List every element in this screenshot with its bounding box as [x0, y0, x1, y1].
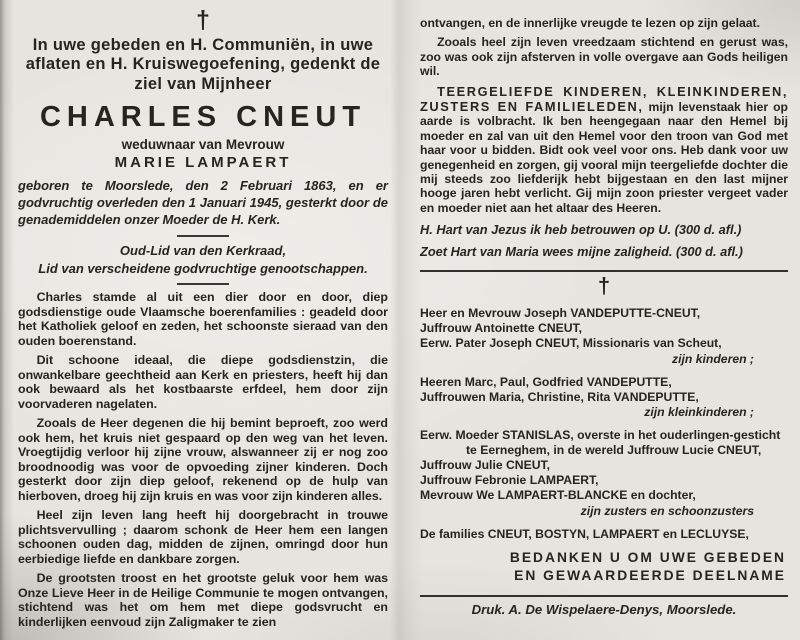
right-column	[420, 16, 788, 617]
indulgence-prayer-2: Zoet Hart van Maria wees mijne zaligheid. (300 d. afl.)	[420, 244, 743, 260]
relation-label: zijn kleinkinderen ;	[644, 405, 754, 420]
farewell-address-lead: TEERGELIEFDE KINDEREN, KLEINKINDEREN, ZUSTERS EN FAMILIELEDEN,	[420, 83, 788, 114]
family-member: Eerw. Moeder STANISLAS, overste in het ouderlingen-gesticht te Eerneghem, in de wereld Juffrouw Lucie CNEUT,	[420, 428, 781, 458]
section-divider	[177, 283, 229, 285]
relation-label: zijn kinderen ;	[672, 351, 754, 366]
thanks-line-1: BEDANKEN U OM UWE GEBEDEN	[509, 550, 786, 566]
farewell-address	[420, 84, 788, 216]
biography-paragraph: Dit schoone ideaal, die diepe godsdienstzin, die onwankelbare geechtheid aan Kerk en priesters, heeft hij dan ook bewaard als het kostbaarste erfdeel, hem door zijn voorvaderen nagelaten.	[18, 353, 388, 411]
farewell-address-body: mijn levenstaak hier op aarde is volbracht. Ik ben heengegaan naar den Hemel bij moeder en zal van uit den Hemel voor den troon van God met haar voor u bidden. Bidt ook veel voor ons. Heb dank voor uw genegenheid en zorgen, gij vooral mijn teergeliefde dochter die mij steeds zoo liefderijk hebt bijgestaan en den last mijner hooge jaren hebt verlicht. Gij mijn zoon priester vergeet vader en moeder niet aan het altaar des Heeren.	[420, 99, 788, 215]
relation-label: zijn zusters en schoonzusters	[580, 503, 754, 518]
membership-line-2: Lid van verscheidene godvruchtige genootschappen.	[38, 260, 368, 276]
family-list	[420, 306, 788, 541]
section-divider	[177, 235, 229, 237]
printer-credit: Druk. A. De Wispelaere-Denys, Moorslede.	[471, 601, 737, 617]
cross-icon: †	[196, 6, 210, 34]
biography-paragraph: Zooals de Heer degenen die hij bemint beproeft, zoo werd ook hem, het kruis niet gespaard op den weg van het leven. Vroegtijdig verloor hij zijne vrouw, alswanneer zij er nog zoo broodnoodig was voor de opvoeding zijner kinderen. Doch gesterkt door zijn diep geloof, rekenend op de hulp van hierboven, droeg hij zijn kruis en was voor zijn kinderen alles.	[18, 416, 388, 503]
widower-label: weduwnaar van Mevrouw	[121, 137, 285, 153]
biography-paragraph: Heel zijn leven lang heeft hij doorgebracht in trouwe plichtsvervulling ; daarom schonk de Heer hem een langen schoonen ouden dag, midden de zijnen, omringd door hun eerbiedige liefde en dankbare zorgen.	[18, 508, 388, 566]
life-dates-text: geboren te Moorslede, den 2 Februari 1863, en er godvruchtig overleden den 1 Januari 1945, gesterkt door de genademiddelen onzer Moeder de H. Kerk.	[18, 178, 388, 228]
family-member: Eerw. Pater Joseph CNEUT, Missionaris van Scheut,	[420, 335, 722, 350]
prayer-intro-text: In uwe gebeden en H. Communiën, in uwe aflaten en H. Kruiswegoefening, gedenkt de ziel van Mijnheer	[25, 36, 381, 93]
biography-paragraph: Zooals heel zijn leven vreedzaam stichtend en gerust was, zoo was ook zijn afsterven in volle overgave aan Gods heiligen wil.	[420, 35, 788, 79]
family-member: Heer en Mevrouw Joseph VANDEPUTTE-CNEUT,	[420, 306, 701, 321]
thanks-line-2: EN GEWAARDEERDE DEELNAME	[514, 567, 786, 583]
membership-line-1: Oud-Lid van den Kerkraad,	[119, 243, 287, 259]
biography-continuation: ontvangen, en de innerlijke vreugde te lezen op zijn gelaat.	[420, 16, 760, 30]
biography-paragraph: Charles stamde al uit een dier door en door, diep godsdienstige oude Vlaamsche boerenfamilies : geadeld door het Katholiek geloof en zeden, het schoonste sieraad van den ouden boerenstand.	[18, 290, 388, 348]
deceased-name: CHARLES CNEUT	[39, 101, 367, 134]
footer-divider	[420, 595, 788, 597]
wife-name: MARIE LAMPAERT	[114, 154, 292, 172]
family-member: Juffrouwen Maria, Christine, Rita VANDEPUTTE,	[420, 389, 699, 404]
family-member: Juffrouw Antoinette CNEUT,	[420, 321, 583, 336]
family-member: De families CNEUT, BOSTYN, LAMPAERT en LECLUYSE,	[420, 526, 749, 541]
family-member: Mevrouw We LAMPAERT-BLANCKE en dochter,	[420, 487, 696, 502]
column-divider	[420, 270, 788, 272]
cross-icon: †	[597, 273, 611, 299]
family-member: Heeren Marc, Paul, Godfried VANDEPUTTE,	[420, 374, 672, 389]
family-member: Juffrouw Febronie LAMPAERT,	[420, 472, 599, 487]
left-column	[18, 8, 388, 629]
biography-paragraph: De grootsten troost en het grootste geluk voor hem was Onze Lieve Heer in de Heilige Communie te mogen ontvangen, stichtend was het om hem met diepe godsvrucht en kinderlijken eenvoud zijn Zaligmaker te zien	[18, 571, 388, 629]
indulgence-prayer-1: H. Hart van Jezus ik heb betrouwen op U. (300 d. afl.)	[420, 222, 742, 238]
thanks-text	[420, 549, 786, 583]
family-member: Juffrouw Julie CNEUT,	[420, 458, 551, 473]
